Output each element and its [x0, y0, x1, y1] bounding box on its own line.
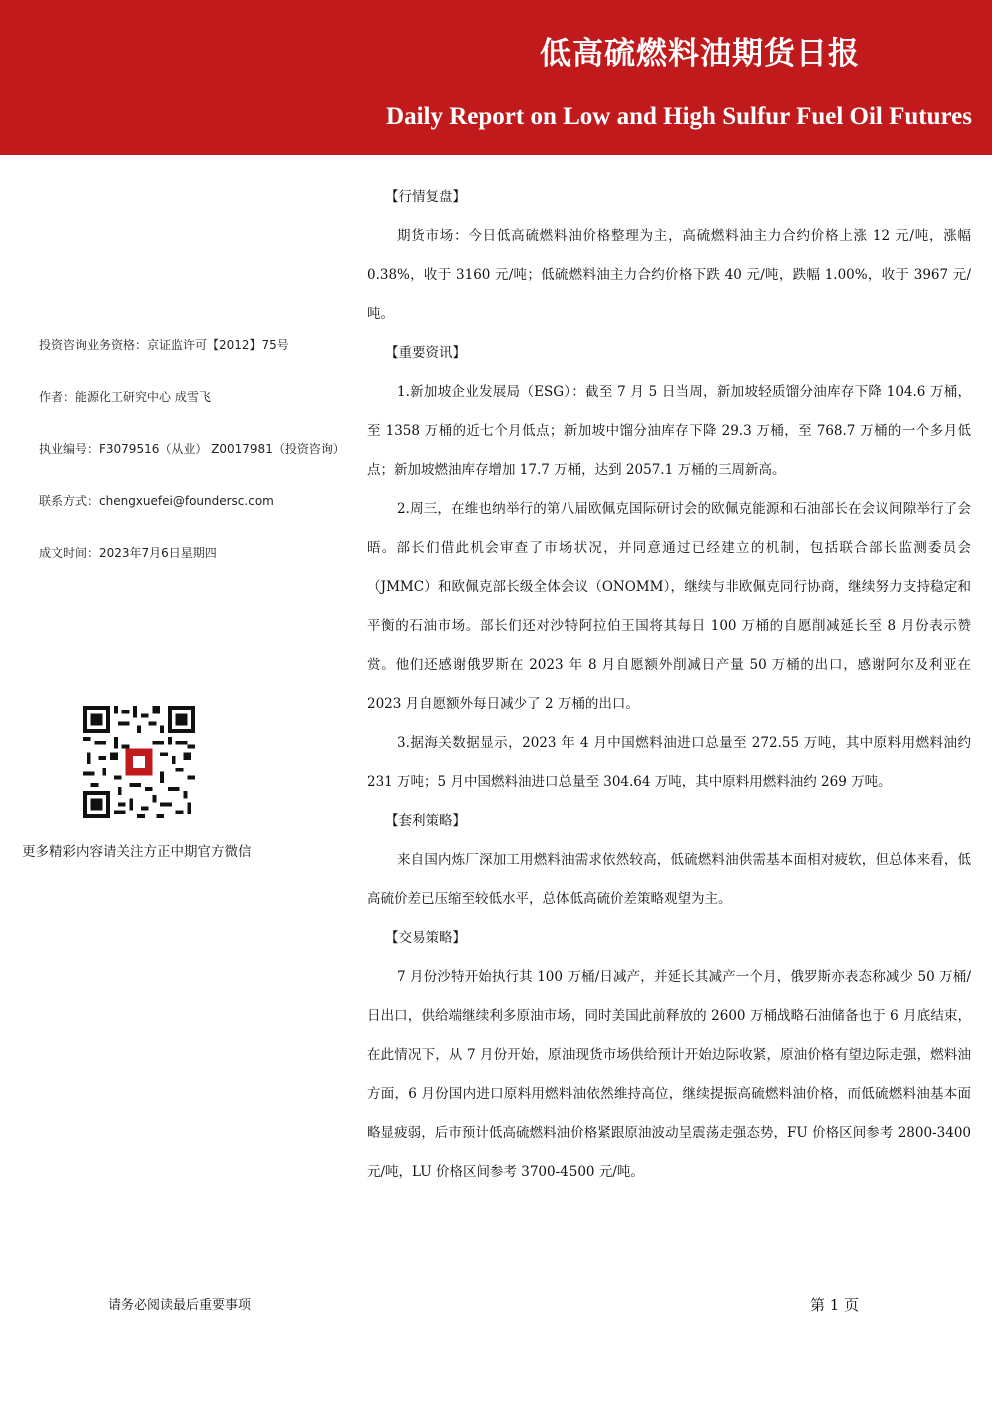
section-heading-market-review: 【行情复盘】	[385, 189, 466, 205]
trading-paragraph: 7 月份沙特开始执行其 100 万桶/日减产，并延长其减产一个月，俄罗斯亦表态称减少 50 万桶/日出口，供给端继续利多原油市场，同时美国此前释放的 2600 万桶战略石油储备也于 6 月底结束，在此情况下，从 7 月份开始，原油现货市场供给预计开始边际收紧，原油价格有望边际走强，燃料油方面，6 月份国内进口原料用燃料油依然维持高位，继续提振高硫燃料油价格，而低硫燃料油基本面略显疲弱，后市预计低高硫燃料油价格紧跟原油波动呈震荡走强态势，FU 价格区间参考 2800-3400 元/吨，LU 价格区间参考 3700-4500 元/吨。	[367, 969, 971, 1180]
qualification-text: 投资咨询业务资格：京证监许可【2012】75号	[39, 338, 289, 352]
news-paragraph-3: 3.据海关数据显示，2023 年 4 月中国燃料油进口总量至 272.55 万吨，其中原料用燃料油约 231 万吨；5 月中国燃料油进口总量至 304.64 万吨，其中原料用燃料油约 269 万吨。	[367, 735, 971, 790]
news-paragraph-1: 1.新加坡企业发展局（ESG）：截至 7 月 5 日当周，新加坡轻质馏分油库存下降 104.6 万桶，至 1358 万桶的近七个月低点；新加坡中馏分油库存下降 29.3 万桶，至 768.7 万桶的一个多月低点；新加坡燃油库存增加 17.7 万桶，达到 2057.1 万桶的三周新高。	[367, 384, 971, 478]
report-title-en: Daily Report on Low and High Sulfur Fuel Oil Futures	[386, 103, 972, 130]
contact-text: 联系方式：chengxuefei@foundersc.com	[39, 494, 274, 508]
section-heading-key-news: 【重要资讯】	[385, 345, 466, 361]
footer-notice: 请务必阅读最后重要事项	[108, 1298, 252, 1313]
license-number-text: 执业编号：F3079516（从业） Z0017981（投资咨询）	[39, 442, 345, 456]
report-title-cn: 低高硫燃料油期货日报	[540, 36, 860, 72]
header-banner	[0, 0, 992, 155]
news-paragraph-2: 2.周三，在维也纳举行的第八届欧佩克国际研讨会的欧佩克能源和石油部长在会议间隙举行了会晤。部长们借此机会审查了市场状况，并同意通过已经建立的机制，包括联合部长监测委员会（JMMC）和欧佩克部长级全体会议（ONOMM），继续与非欧佩克同行协商，继续努力支持稳定和平衡的石油市场。部长们还对沙特阿拉伯王国将其每日 100 万桶的自愿削减延长至 8 月份表示赞赏。他们还感谢俄罗斯在 2023 年 8 月自愿额外削减日产量 50 万桶的出口，感谢阿尔及利亚在 2023 月自愿额外每日减少了 2 万桶的出口。	[367, 501, 971, 712]
qr-caption: 更多精彩内容请关注方正中期官方微信	[22, 844, 252, 860]
market-review-paragraph: 期货市场：今日低高硫燃料油价格整理为主，高硫燃料油主力合约价格上涨 12 元/吨，涨幅 0.38%，收于 3160 元/吨；低硫燃料油主力合约价格下跌 40 元/吨，跌幅 1.00%，收于 3967 元/吨。	[367, 228, 971, 322]
qr-code-icon	[83, 706, 195, 818]
author-text: 作者：能源化工研究中心 成雪飞	[39, 390, 211, 404]
arbitrage-paragraph: 来自国内炼厂深加工用燃料油需求依然较高，低硫燃料油供需基本面相对疲软，但总体来看，低高硫价差已压缩至较低水平，总体低高硫价差策略观望为主。	[367, 852, 971, 907]
section-heading-trading: 【交易策略】	[385, 930, 466, 946]
page-number: 第 1 页	[810, 1296, 860, 1314]
section-heading-arbitrage: 【套利策略】	[385, 813, 466, 829]
date-text: 成文时间：2023年7月6日星期四	[39, 546, 217, 560]
report-body	[367, 178, 971, 1192]
author-info-panel	[39, 336, 359, 596]
